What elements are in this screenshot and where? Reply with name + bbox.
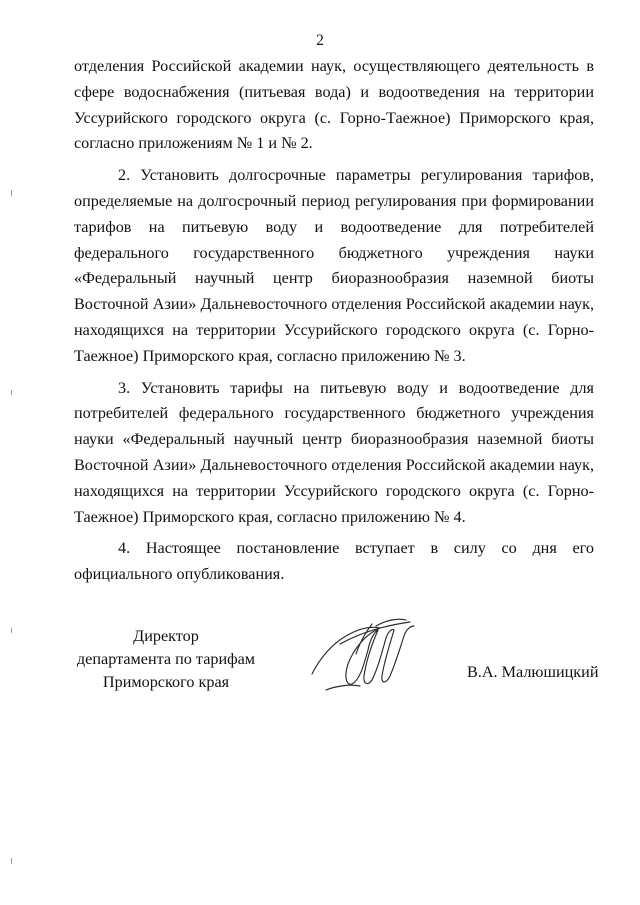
position-line: Приморского края [102,673,230,691]
paragraph-item-4: 4. Настоящее постановление вступает в силу со дня его официального опубликования. [74,539,594,584]
scan-margin-mark [11,628,12,633]
paragraph-item-2: 2. Установить долгосрочные параметры регулирования тарифов, определяемые на долгосрочный период регулирования при формировании тарифов на питьевую воду и водоотведение для потребителей федерального государственного бюджетного учреждения науки «Федеральный научный центр биоразнообразия наземной биоты Восточной Азии» Дальневосточного отделения Российской академии наук, находящихся на территории Уссурийского городского округа (с. Горно-Таежное) Приморского края, согласно приложению № 3. [74,166,594,365]
position-line: департамента по тарифам [76,650,256,668]
paragraph-item-3: 3. Установить тарифы на питьевую воду и водоотведение для потребителей федерального государственного бюджетного учреждения науки «Федеральный научный центр биоразнообразия наземной биоты Восточной Азии» Дальневосточного отделения Российской академии наук, находящихся на территории Уссурийского городского округа (с. Горно-Таежное) Приморского края, согласно приложению № 4. [74,378,594,526]
page-number: 2 [316,32,324,49]
scan-margin-mark [11,190,12,196]
position-line: Директор [133,627,199,645]
scan-margin-mark [11,858,12,864]
document-body [74,54,594,588]
paragraph-continuation: отделения Российской академии наук, осуществляющего деятельность в сфере водоснабжения (питьевая вода) и водоотведения на территории Уссурийского городского округа (с. Горно-Таежное) Приморского края, согласно приложениям № 1 и № 2. [74,57,594,153]
signatory-position [60,625,272,694]
scan-margin-mark [11,390,12,395]
handwritten-signature [306,614,422,694]
signer-name: В.А. Малюшицкий [467,663,599,681]
